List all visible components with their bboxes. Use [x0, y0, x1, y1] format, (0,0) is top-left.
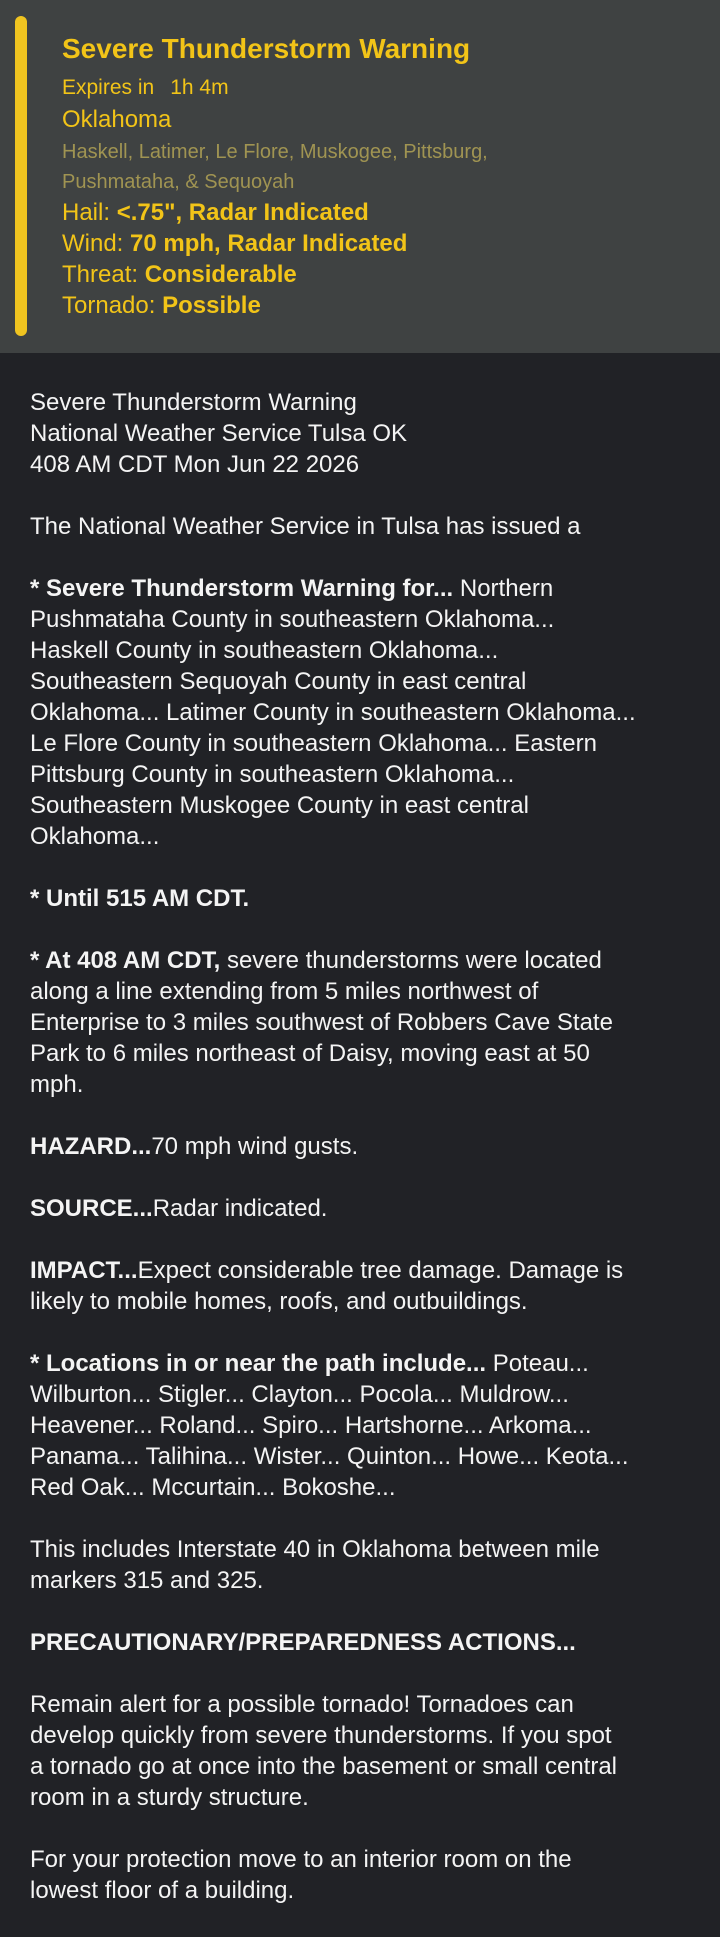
warning-for-section: [30, 573, 702, 852]
warning-for-line: Oklahoma...: [30, 823, 160, 850]
locations-label: * Locations in or near the path include...: [30, 1350, 487, 1377]
warning-for-text: Northern: [459, 575, 554, 602]
locations-line: Red Oak... Mccurtain... Bokoshe...: [30, 1474, 396, 1501]
wind-row: [62, 228, 704, 259]
remain-alert-section: [30, 1689, 702, 1813]
hail-row: [62, 197, 704, 228]
locations-line: Wilburton... Stigler... Clayton... Pocola... Muldrow...: [30, 1381, 569, 1408]
warning-for-label: * Severe Thunderstorm Warning for...: [30, 575, 454, 602]
remain-alert-line: room in a sturdy structure.: [30, 1784, 309, 1811]
warning-for-line: Southeastern Muskogee County in east central: [30, 792, 529, 819]
until-text: * Until 515 AM CDT.: [30, 885, 250, 912]
locations-text: Poteau...: [492, 1350, 589, 1377]
warning-bulletin-text: [30, 387, 702, 1937]
locations-line: Panama... Talihina... Wister... Quinton... Howe... Keota...: [30, 1443, 629, 1470]
interstate-line: This includes Interstate 40 in Oklahoma between mile: [30, 1536, 600, 1563]
bulletin-header: [30, 387, 702, 480]
at-line: Park to 6 miles northeast of Daisy, moving east at 50: [30, 1040, 590, 1067]
tornado-label: Tornado:: [62, 292, 156, 319]
tornado-row: [62, 290, 704, 321]
wind-label: Wind:: [62, 230, 124, 257]
threat-row: [62, 259, 704, 290]
precaution-heading: [30, 1627, 702, 1658]
warning-for-line: Pushmataha County in southeastern Oklahoma...: [30, 606, 555, 633]
remain-alert-line: Remain alert for a possible tornado! Tornadoes can: [30, 1691, 574, 1718]
interstate-section: [30, 1534, 702, 1596]
source-label: SOURCE...: [30, 1195, 153, 1222]
locations-section: [30, 1348, 702, 1503]
wind-value: 70 mph, Radar Indicated: [130, 230, 408, 257]
hazard-value: 70 mph wind gusts.: [151, 1133, 359, 1160]
expires-row: [62, 73, 704, 103]
impact-text: Expect considerable tree damage. Damage is: [137, 1257, 624, 1284]
at-label: * At 408 AM CDT,: [30, 947, 221, 974]
hail-label: Hail:: [62, 199, 111, 226]
at-line: Enterprise to 3 miles southwest of Robbers Cave State: [30, 1009, 613, 1036]
alert-state: Oklahoma: [62, 106, 172, 133]
at-section: [30, 945, 702, 1100]
until-section: [30, 883, 702, 914]
warning-for-line: Oklahoma... Latimer County in southeastern Oklahoma...: [30, 699, 636, 726]
warning-for-line: Southeastern Sequoyah County in east central: [30, 668, 527, 695]
hazard-section: [30, 1131, 702, 1162]
alert-summary-card[interactable]: [0, 0, 720, 353]
warning-for-line: Haskell County in southeastern Oklahoma...: [30, 637, 499, 664]
hazard-label: HAZARD...: [30, 1133, 152, 1160]
alert-title: Severe Thunderstorm Warning: [62, 33, 471, 64]
threat-value: Considerable: [144, 261, 297, 288]
severity-accent-bar: [15, 16, 27, 336]
bulletin-header-line: Severe Thunderstorm Warning: [30, 389, 357, 416]
threat-label: Threat:: [62, 261, 139, 288]
counties-line: Pushmataha, & Sequoyah: [62, 171, 295, 193]
protection-line: For your protection move to an interior room on the: [30, 1846, 572, 1873]
source-section: [30, 1193, 702, 1224]
alert-summary-content: [62, 32, 704, 321]
bulletin-header-line: 408 AM CDT Mon Jun 22 2026: [30, 451, 360, 478]
warning-for-line: Pittsburg County in southeastern Oklahoma...: [30, 761, 515, 788]
impact-label: IMPACT...: [30, 1257, 138, 1284]
interstate-line: markers 315 and 325.: [30, 1567, 264, 1594]
source-value: Radar indicated.: [152, 1195, 328, 1222]
expires-value: 1h 4m: [170, 76, 229, 99]
alert-counties: [62, 137, 704, 197]
expires-label: Expires in: [62, 76, 155, 99]
impact-line: likely to mobile homes, roofs, and outbuildings.: [30, 1288, 528, 1315]
hail-value: <.75", Radar Indicated: [116, 199, 369, 226]
at-line: mph.: [30, 1071, 84, 1098]
bulletin-header-line: National Weather Service Tulsa OK: [30, 420, 408, 447]
warning-for-line: Le Flore County in southeastern Oklahoma... Eastern: [30, 730, 597, 757]
tornado-value: Possible: [162, 292, 261, 319]
locations-line: Heavener... Roland... Spiro... Hartshorne... Arkoma...: [30, 1412, 592, 1439]
protection-line: lowest floor of a building.: [30, 1877, 295, 1904]
at-line: along a line extending from 5 miles northwest of: [30, 978, 539, 1005]
remain-alert-line: develop quickly from severe thunderstorms. If you spot: [30, 1722, 612, 1749]
impact-section: [30, 1255, 702, 1317]
remain-alert-line: a tornado go at once into the basement or small central: [30, 1753, 618, 1780]
precaution-heading-text: PRECAUTIONARY/PREPAREDNESS ACTIONS...: [30, 1629, 576, 1656]
at-text: severe thunderstorms were located: [226, 947, 602, 974]
counties-line: Haskell, Latimer, Le Flore, Muskogee, Pittsburg,: [62, 141, 488, 163]
issued-statement: The National Weather Service in Tulsa has issued a: [30, 513, 581, 540]
protection-section: [30, 1844, 702, 1906]
